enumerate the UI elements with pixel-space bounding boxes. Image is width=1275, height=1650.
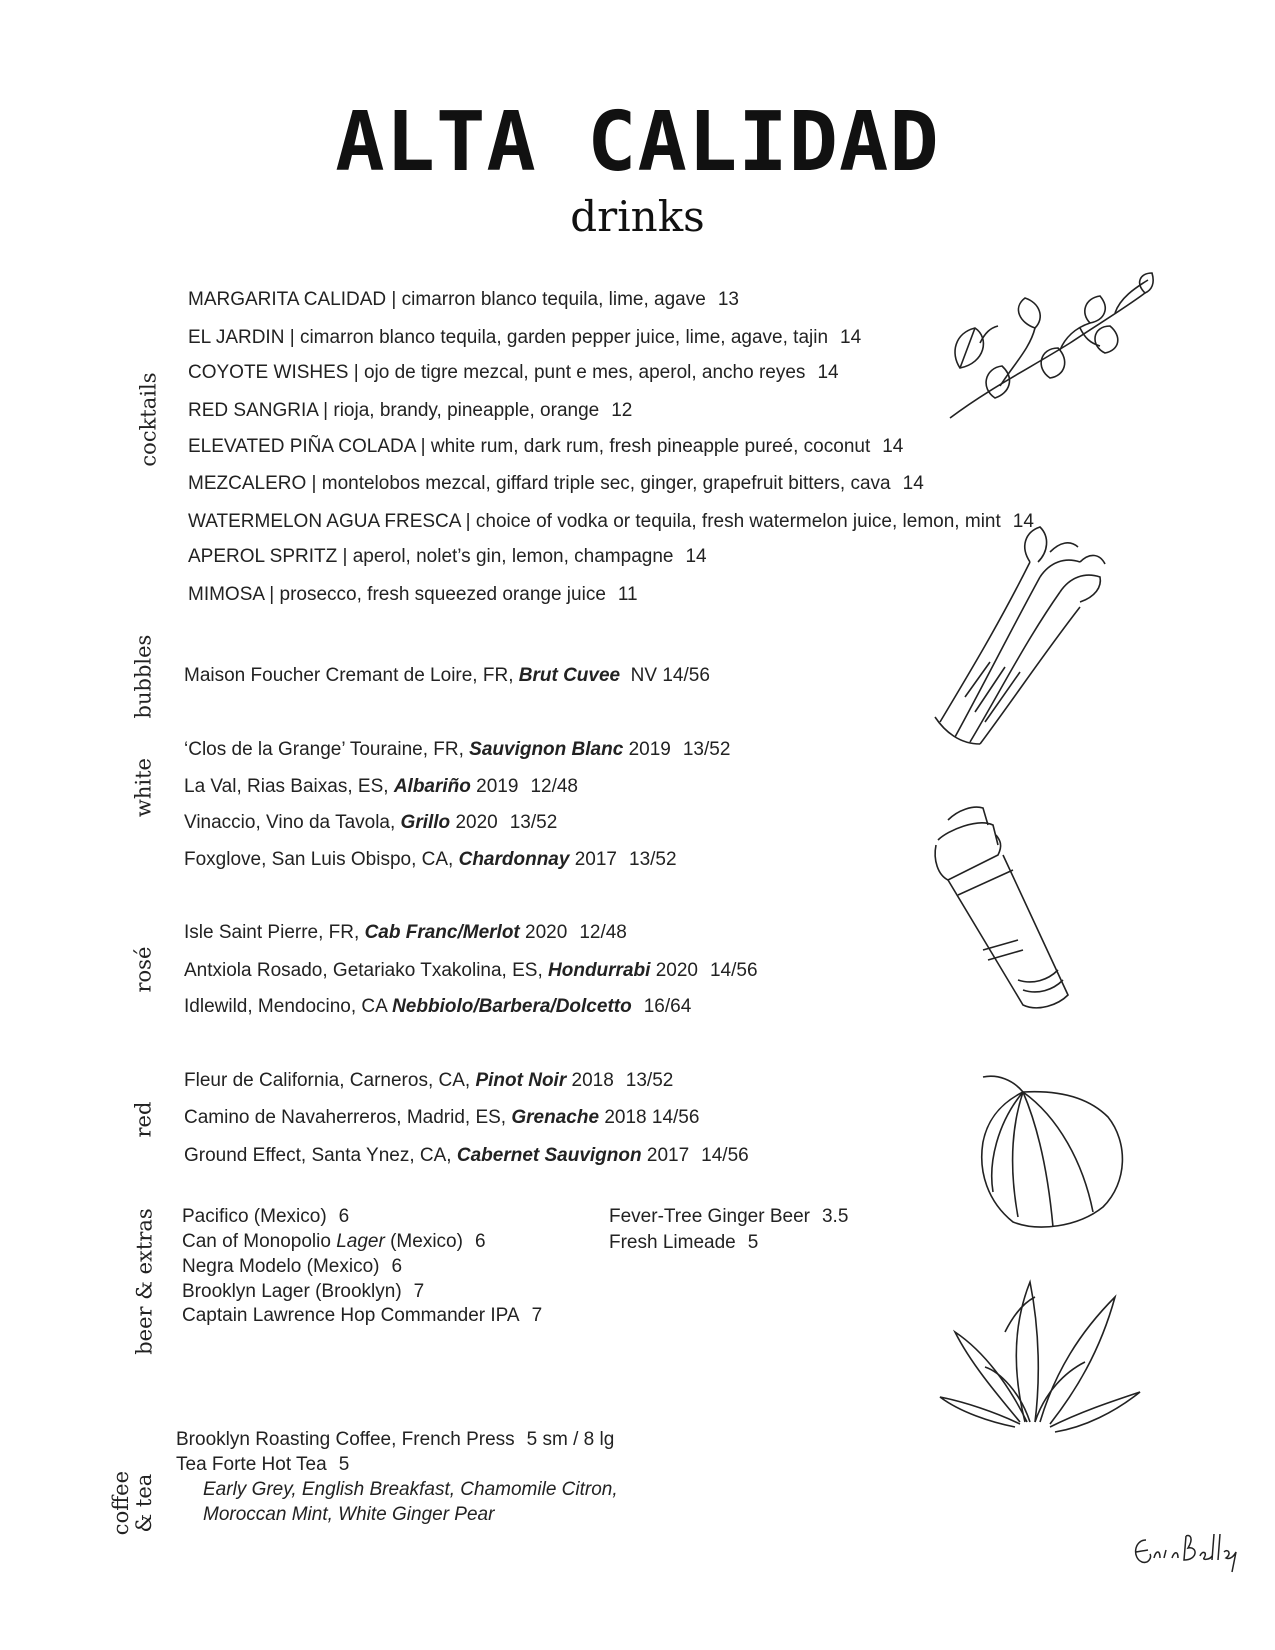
cocktail-name: APEROL SPRITZ (188, 546, 338, 567)
wine-varietal: Cab Franc/Merlot (364, 922, 520, 943)
wine-price: 13/52 (509, 812, 558, 833)
wine-item (184, 850, 677, 869)
cocktail-name: MIMOSA (188, 584, 265, 605)
cocktail-item: EL JARDIN | cimarron blanco tequila, garden pepper juice, lime, agave, tajin 14 (188, 327, 862, 348)
cocktail-desc: cimarron blanco tequila, lime, agave (401, 289, 706, 310)
section-label-coffee-line1: coffee (108, 1471, 133, 1536)
cocktail-item: APEROL SPRITZ | aperol, nolet’s gin, lemon, champagne 14 (188, 546, 707, 567)
section-label-rose: rosé (131, 946, 156, 993)
beer-item (182, 1232, 486, 1251)
cocktail-name: WATERMELON AGUA FRESCA (188, 511, 461, 532)
wine-varietal: Brut Cuvee (518, 665, 621, 686)
tea-list-line: Early Grey, English Breakfast, Chamomile Citron, (203, 1479, 618, 1500)
tea-list-line: Moroccan Mint, White Ginger Pear (203, 1504, 495, 1525)
wine-varietal: Grillo (400, 812, 451, 833)
wine-varietal: Nebbiolo/Barbera/Dolcetto (392, 996, 632, 1017)
wine-item (184, 1108, 699, 1127)
wine-item (184, 666, 710, 685)
section-label-beer: beer & extras (132, 1208, 157, 1355)
extra-price: 3.5 (821, 1206, 849, 1227)
wine-vintage: 2019 (476, 776, 519, 797)
cocktail-item: MIMOSA | prosecco, fresh squeezed orange juice 11 (188, 584, 638, 605)
wine-origin: Idlewild, Mendocino, CA (184, 996, 387, 1017)
cocktail-desc: white rum, dark rum, fresh pineapple pureé, coconut (430, 436, 871, 457)
cocktail-name: COYOTE WISHES (188, 362, 349, 383)
coffee-price: 5 sm / 8 lg (526, 1429, 615, 1450)
beer-price: 6 (338, 1206, 350, 1227)
beer-name: Captain Lawrence Hop Commander IPA (182, 1305, 520, 1326)
menu-subtitle: drinks (570, 192, 705, 241)
beer-name: Negra Modelo (Mexico) (182, 1256, 380, 1277)
cocktail-name: MEZCALERO (188, 473, 307, 494)
agave-icon (935, 1272, 1150, 1437)
wine-vintage: NV (630, 665, 658, 686)
cocktail-desc: aperol, nolet’s gin, lemon, champagne (352, 546, 674, 567)
cocktail-name: RED SANGRIA (188, 400, 318, 421)
wine-vintage: 2018 (604, 1107, 647, 1128)
wine-origin: Foxglove, San Luis Obispo, CA, (184, 849, 454, 870)
coffee-price: 5 (338, 1454, 350, 1475)
extra-item (609, 1233, 758, 1252)
wine-price: 14/56 (651, 1107, 700, 1128)
beer-price: 7 (413, 1281, 425, 1302)
wine-item (184, 923, 627, 942)
cocktail-desc: rioja, brandy, pineapple, orange (333, 400, 600, 421)
section-label-red: red (131, 1101, 156, 1138)
wine-vintage: 2020 (655, 960, 698, 981)
section-label-cocktails: cocktails (136, 372, 161, 467)
wine-vintage: 2018 (571, 1070, 614, 1091)
cocktail-price: 11 (617, 584, 638, 605)
wine-price: 14/56 (709, 960, 758, 981)
wine-vintage: 2017 (646, 1145, 690, 1166)
cocktail-price: 13 (717, 289, 739, 310)
wine-price: 12/48 (579, 922, 627, 943)
cocktail-item: MEZCALERO | montelobos mezcal, giffard triple sec, ginger, grapefruit bitters, cava 14 (188, 473, 924, 494)
beer-name: Brooklyn Lager (Brooklyn) (182, 1281, 402, 1302)
section-label-bubbles: bubbles (131, 634, 156, 719)
cocktail-item: ELEVATED PIÑA COLADA | white rum, dark rum, fresh pineapple pureé, coconut 14 (188, 436, 904, 457)
wine-varietal: Hondurrabi (548, 960, 651, 981)
cocktail-price: 14 (882, 436, 904, 457)
wine-item (184, 740, 730, 759)
wine-item (184, 777, 578, 796)
wine-varietal: Albariño (393, 776, 471, 797)
beer-item (182, 1306, 542, 1325)
extra-name: Fresh Limeade (609, 1232, 736, 1253)
wine-price: 16/64 (643, 996, 692, 1017)
celery-icon (920, 522, 1110, 747)
cocktail-desc: cimarron blanco tequila, garden pepper juice, lime, agave, tajin (299, 327, 829, 348)
tea-list (203, 1505, 494, 1524)
physalis-branch-icon (940, 268, 1155, 423)
tea-list (203, 1480, 618, 1499)
cocktail-name: EL JARDIN (188, 327, 285, 348)
section-label-white: white (131, 758, 156, 818)
wine-price: 13/52 (629, 849, 677, 870)
wine-item (184, 1071, 673, 1090)
menu-title: ALTA CALIDAD (335, 95, 940, 190)
beer-price: 6 (391, 1256, 403, 1277)
cocktail-price: 14 (902, 473, 924, 494)
wine-varietal: Sauvignon Blanc (469, 739, 624, 760)
wine-item (184, 1146, 749, 1165)
wine-item (184, 813, 557, 832)
wine-origin: La Val, Rias Baixas, ES, (184, 776, 389, 797)
artist-signature (1128, 1528, 1238, 1576)
wine-vintage: 2017 (574, 849, 618, 870)
cocktail-price: 14 (840, 327, 862, 348)
wine-vintage: 2020 (525, 922, 568, 943)
beer-price: 6 (474, 1231, 486, 1252)
cocktail-desc: prosecco, fresh squeezed orange juice (279, 584, 606, 605)
cocktail-item: WATERMELON AGUA FRESCA | choice of vodka or tequila, fresh watermelon juice, lemon, mint 14 (188, 511, 1034, 532)
wine-price: 14/56 (662, 665, 710, 686)
ground-cherry-icon (968, 1072, 1133, 1232)
cocktail-price: 14 (1012, 511, 1034, 532)
wine-varietal: Pinot Noir (475, 1070, 567, 1091)
beer-origin: (Mexico) (390, 1231, 463, 1252)
wine-origin: Antxiola Rosado, Getariako Txakolina, ES, (184, 960, 543, 981)
cocktail-price: 14 (685, 546, 707, 567)
wine-price: 14/56 (701, 1145, 749, 1166)
wine-varietal: Grenache (511, 1107, 600, 1128)
wine-origin: Maison Foucher Cremant de Loire, FR, (184, 665, 514, 686)
wine-origin: Ground Effect, Santa Ynez, CA, (184, 1145, 452, 1166)
extra-name: Fever-Tree Ginger Beer (609, 1206, 810, 1227)
coffee-name: Brooklyn Roasting Coffee, French Press (176, 1429, 515, 1450)
cocktail-desc: montelobos mezcal, giffard triple sec, ginger, grapefruit bitters, cava (321, 473, 891, 494)
beer-item (182, 1257, 402, 1276)
beer-price: 7 (531, 1305, 543, 1326)
wine-price: 12/48 (530, 776, 578, 797)
wine-origin: Isle Saint Pierre, FR, (184, 922, 360, 943)
wine-price: 13/52 (625, 1070, 674, 1091)
wine-origin: ‘Clos de la Grange’ Touraine, FR, (184, 739, 464, 760)
cocktail-name: ELEVATED PIÑA COLADA (188, 436, 416, 457)
beer-style: Lager (336, 1231, 385, 1252)
wine-vintage: 2020 (455, 812, 498, 833)
wine-origin: Camino de Navaherreros, Madrid, ES, (184, 1107, 507, 1128)
wine-origin: Vinaccio, Vino da Tavola, (184, 812, 396, 833)
wine-item (184, 997, 691, 1016)
coffee-name: Tea Forte Hot Tea (176, 1454, 327, 1475)
cocktail-price: 12 (611, 400, 633, 421)
cocktail-item: MARGARITA CALIDAD | cimarron blanco tequila, lime, agave 13 (188, 289, 739, 310)
wine-origin: Fleur de California, Carneros, CA, (184, 1070, 471, 1091)
wine-varietal: Chardonnay (458, 849, 570, 870)
cocktail-desc: ojo de tigre mezcal, punt e mes, aperol, ancho reyes (363, 362, 806, 383)
coffee-item (176, 1455, 349, 1474)
cocktail-desc: choice of vodka or tequila, fresh watermelon juice, lemon, mint (475, 511, 1001, 532)
cocktail-item: COYOTE WISHES | ojo de tigre mezcal, punt e mes, aperol, ancho reyes 14 (188, 362, 839, 383)
wine-price: 13/52 (682, 739, 731, 760)
cocktail-price: 14 (817, 362, 839, 383)
beer-name: Pacifico (Mexico) (182, 1206, 327, 1227)
section-label-coffee-line2: & tea (132, 1473, 156, 1533)
extra-price: 5 (747, 1232, 759, 1253)
beer-name: Can of Monopolio (182, 1231, 331, 1252)
extra-item (609, 1207, 848, 1226)
wine-item (184, 961, 758, 980)
cocktail-name: MARGARITA CALIDAD (188, 289, 387, 310)
cocktail-shaker-icon (928, 800, 1078, 1015)
beer-item (182, 1207, 349, 1226)
section-label-coffee (110, 1463, 156, 1543)
wine-varietal: Cabernet Sauvignon (456, 1145, 642, 1166)
cocktail-item: RED SANGRIA | rioja, brandy, pineapple, orange 12 (188, 400, 633, 421)
coffee-item (176, 1430, 614, 1449)
beer-item (182, 1282, 424, 1301)
wine-vintage: 2019 (628, 739, 671, 760)
